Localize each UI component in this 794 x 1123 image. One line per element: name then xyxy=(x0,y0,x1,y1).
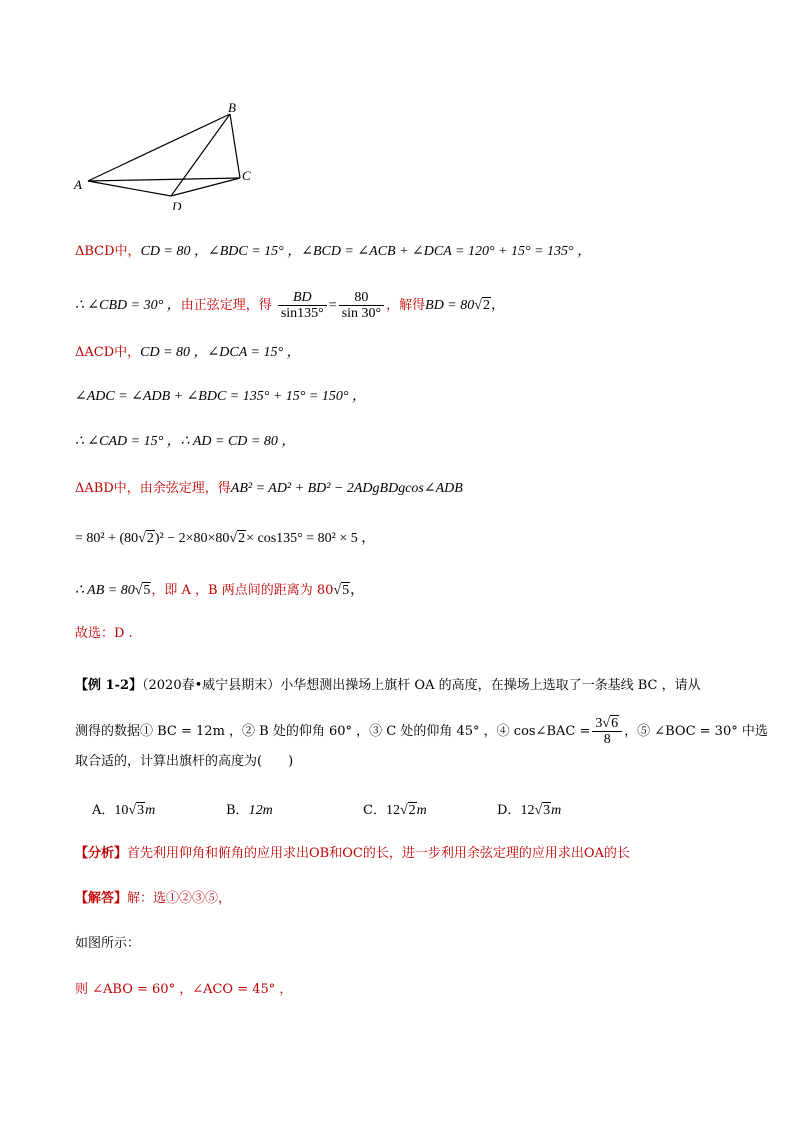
line6-math: AB² = AD² + BD² − 2ADgBDgcos∠ADB xyxy=(230,481,463,496)
line8-root2: 5 xyxy=(342,583,350,598)
example-stem2-b: ，⑤ ∠BOC = 30° 中选 xyxy=(624,724,768,739)
example-stem1: 小华想测出操场上旗杆 OA 的高度，在操场上选取了一条基线 BC ，请从 xyxy=(280,678,701,693)
line2-result: BD = 80 xyxy=(425,298,475,313)
line2-math-a: ∴ ∠CBD = 30° ， xyxy=(75,298,181,313)
example-stem-line-1 xyxy=(75,676,701,696)
analysis-line xyxy=(75,844,630,864)
last-line-math: 则 ∠ABO = 60° ，∠ACO = 45° ， xyxy=(75,982,293,997)
option-b-pre: 12m xyxy=(248,803,273,818)
line7-root1: 2 xyxy=(146,531,154,546)
triangle-figure xyxy=(70,100,270,210)
line2-end: ， xyxy=(490,298,505,313)
frac1-denominator: sin135° xyxy=(280,306,324,321)
option-d-pre: 12 xyxy=(520,803,535,818)
segment-ac xyxy=(88,178,240,181)
frac2-denominator: sin 30° xyxy=(341,306,382,321)
segment-ad xyxy=(88,181,171,196)
line8-a: ∴ AB = 80 xyxy=(75,583,135,598)
option-c-letter: C． xyxy=(363,803,386,818)
frac-numerator: 3√6 xyxy=(592,716,622,732)
line1-prefix: ΔBCD中， xyxy=(75,244,141,259)
sqrt-sign: √ xyxy=(474,298,482,313)
line8-b: ，即 A ，B 两点间的距离为 80 xyxy=(151,583,334,598)
solution-line-6 xyxy=(75,479,463,499)
option-d-post: m xyxy=(551,803,562,818)
frac-num-coef: 3 xyxy=(595,716,603,731)
sqrt-sign: √ xyxy=(134,583,143,598)
last-line xyxy=(75,980,292,1000)
frac-denominator: 8 xyxy=(603,732,611,747)
option-b-letter: B． xyxy=(226,803,249,818)
option-d[interactable] xyxy=(497,801,561,821)
line2-root: 2 xyxy=(482,298,490,313)
segment-bd xyxy=(171,114,230,196)
fraction-3root6-over-8 xyxy=(592,716,622,747)
sqrt-sign: √ xyxy=(534,803,543,818)
frac-num-root: 6 xyxy=(611,716,619,731)
option-c-post: m xyxy=(416,803,427,818)
analysis-text: 首先利用仰角和俯角的应用求出OB和OC的长，进一步利用余弦定理的应用求出OA的长 xyxy=(127,846,630,861)
frac2-numerator: 80 xyxy=(339,290,384,306)
solution-answer: 故选：D . xyxy=(75,626,133,641)
analysis-tag: 【分析】 xyxy=(75,846,128,861)
solution-line-2 xyxy=(75,290,505,321)
line2-text: 由正弦定理，得 xyxy=(180,298,272,313)
answer-tag: 【解答】 xyxy=(75,891,128,906)
option-a[interactable] xyxy=(92,801,155,821)
option-c-pre: 12 xyxy=(385,803,400,818)
label-a: A xyxy=(74,177,82,192)
option-d-letter: D． xyxy=(497,803,521,818)
fraction-80-over-sin30 xyxy=(339,290,384,321)
solution-line-7 xyxy=(75,529,375,549)
figure-note: 如图所示： xyxy=(75,936,141,951)
solution-line-8 xyxy=(75,581,364,601)
line3-prefix: ΔACD中， xyxy=(75,345,141,360)
option-c-root: 2 xyxy=(408,803,416,818)
line8-c: ， xyxy=(350,583,365,598)
line7-c: × cos135° = 80² × 5 ， xyxy=(246,531,376,546)
segment-ab xyxy=(88,114,230,181)
sqrt-sign: √ xyxy=(128,803,137,818)
fraction-bd-over-sin135 xyxy=(278,290,327,321)
label-b: B xyxy=(228,100,236,115)
option-d-root: 3 xyxy=(543,803,551,818)
sqrt-sign: √ xyxy=(229,531,238,546)
solution-line-1 xyxy=(75,242,591,262)
option-a-post: m xyxy=(145,803,156,818)
solution-line-4 xyxy=(75,387,366,407)
example-stem-line-3: 取合适的，计算出旗杆的高度为( ) xyxy=(75,754,294,769)
line3-math: CD = 80 ，∠DCA = 15° ， xyxy=(140,345,301,360)
label-d: D xyxy=(172,199,182,210)
line5-math: ∴ ∠CAD = 15° ，∴ AD = CD = 80 ， xyxy=(75,434,296,449)
answer-text: 解：选①②③⑤， xyxy=(127,891,232,906)
line4-math: ∠ADC = ∠ADB + ∠BDC = 135° + 15° = 150° ， xyxy=(75,389,366,404)
solution-line-5 xyxy=(75,432,295,452)
line7-root2: 2 xyxy=(238,531,246,546)
example-stem2-a: 测得的数据① BC = 12m ，② B 处的仰角 60° ，③ C 处的仰角 45° ，④ cos∠BAC = xyxy=(75,724,591,739)
option-a-pre: 10 xyxy=(114,803,129,818)
equals-sign: = xyxy=(328,298,337,313)
sqrt-sign: √ xyxy=(138,531,146,546)
solution-line-3 xyxy=(75,343,301,363)
frac1-numerator: BD xyxy=(278,290,327,306)
example-tag: 【例 1-2】 xyxy=(75,678,143,693)
example-source: （2020春•威宁县期末） xyxy=(142,678,281,693)
option-b[interactable] xyxy=(226,801,273,821)
line2-text2: ，解得 xyxy=(386,298,426,313)
line1-math: CD = 80 ，∠BDC = 15° ，∠BCD = ∠ACB + ∠DCA = 120° + 15° = 135° ， xyxy=(140,244,592,259)
segment-bc xyxy=(230,114,240,178)
option-a-root: 3 xyxy=(137,803,145,818)
sqrt-sign: √ xyxy=(333,583,342,598)
line7-a: = 80² + (80 xyxy=(75,531,139,546)
line6-prefix: ΔABD中，由余弦定理，得 xyxy=(75,481,231,496)
line7-b: )² − 2×80×80 xyxy=(154,531,230,546)
option-c[interactable] xyxy=(363,801,427,821)
label-c: C xyxy=(242,168,251,183)
option-a-letter: A． xyxy=(92,803,115,818)
answer-line xyxy=(75,889,231,909)
example-stem-line-2 xyxy=(75,716,768,747)
sqrt-sign: √ xyxy=(399,803,408,818)
line8-root1: 5 xyxy=(143,583,151,598)
